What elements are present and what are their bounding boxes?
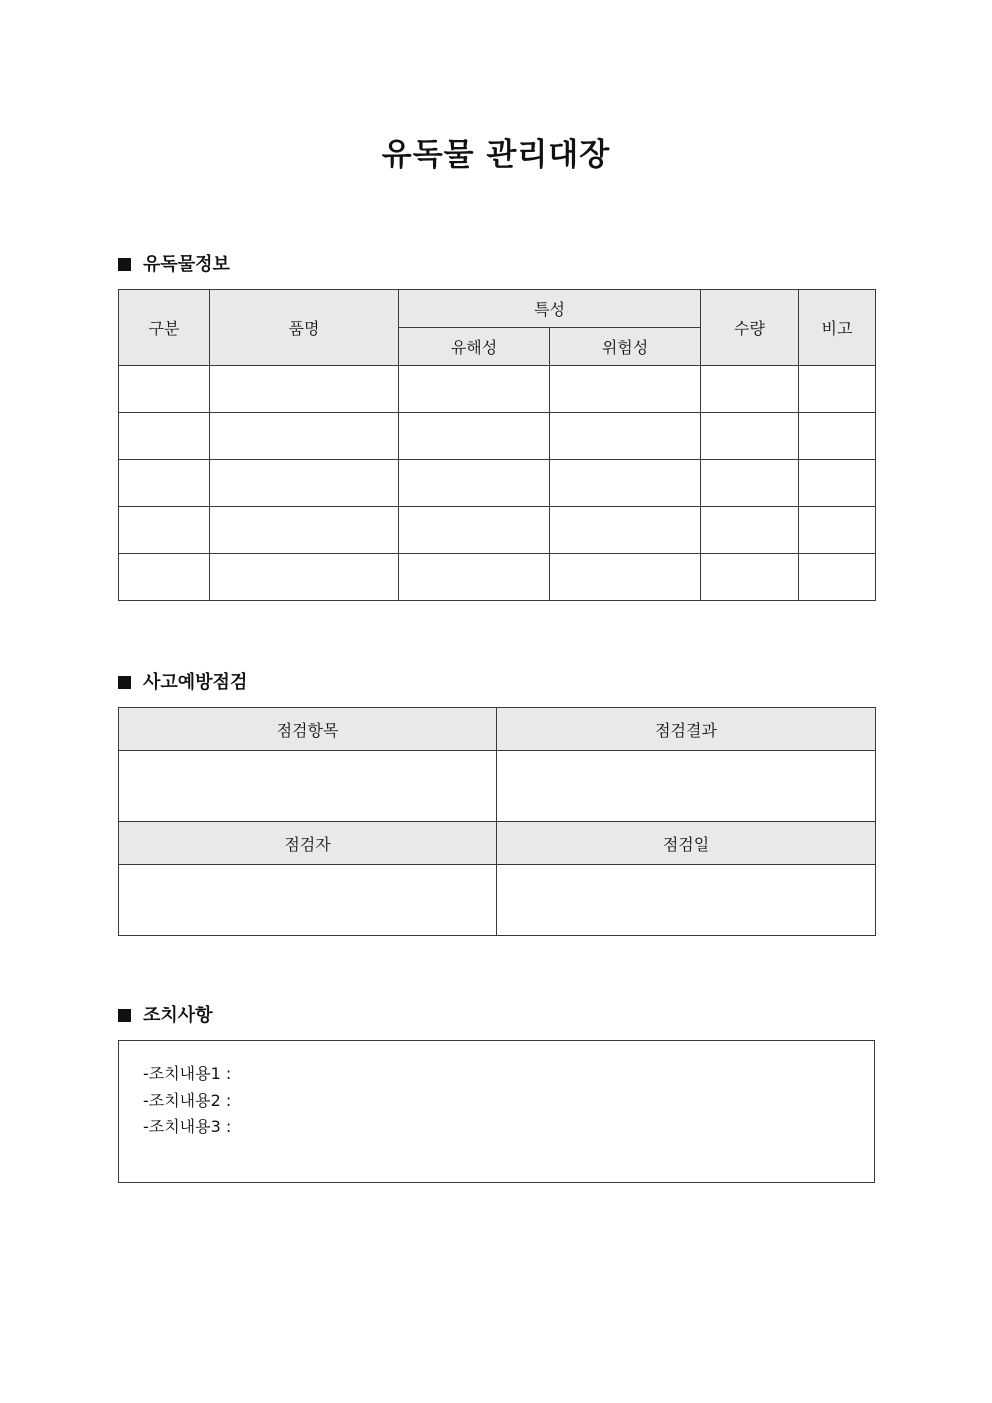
cell-product-name[interactable]: [210, 460, 399, 507]
cell-harmfulness[interactable]: [399, 366, 550, 413]
cell-quantity[interactable]: [701, 554, 799, 601]
square-bullet-icon: [118, 258, 131, 271]
cell-product-name[interactable]: [210, 366, 399, 413]
action-line: -조치내용3 :: [143, 1117, 232, 1136]
actions-heading-label: 조치사항: [143, 1005, 213, 1026]
cell-category[interactable]: [119, 460, 210, 507]
cell-remarks[interactable]: [799, 507, 876, 554]
action-line: -조치내용1 :: [143, 1064, 232, 1083]
inspector-field[interactable]: [119, 865, 497, 936]
header-product-name: 품명: [210, 290, 399, 366]
header-remarks: 비고: [799, 290, 876, 366]
header-inspector: 점검자: [119, 822, 497, 865]
cell-remarks[interactable]: [799, 366, 876, 413]
cell-harmfulness[interactable]: [399, 554, 550, 601]
cell-harmfulness[interactable]: [399, 460, 550, 507]
toxic-info-heading-label: 유독물정보: [143, 254, 230, 275]
table-row: [119, 507, 876, 554]
cell-danger[interactable]: [550, 460, 701, 507]
square-bullet-icon: [118, 1009, 131, 1022]
cell-product-name[interactable]: [210, 554, 399, 601]
cell-danger[interactable]: [550, 366, 701, 413]
header-inspection-date: 점검일: [497, 822, 876, 865]
toxic-info-heading: [118, 252, 230, 278]
inspection-date-field[interactable]: [497, 865, 876, 936]
cell-quantity[interactable]: [701, 413, 799, 460]
cell-category[interactable]: [119, 366, 210, 413]
cell-harmfulness[interactable]: [399, 413, 550, 460]
square-bullet-icon: [118, 676, 131, 689]
toxic-info-table: [118, 289, 876, 601]
accident-prevention-table: [118, 707, 876, 936]
cell-quantity[interactable]: [701, 507, 799, 554]
cell-category[interactable]: [119, 507, 210, 554]
table-row: [119, 366, 876, 413]
cell-remarks[interactable]: [799, 460, 876, 507]
check-results-field[interactable]: [497, 751, 876, 822]
header-danger: 위험성: [550, 328, 701, 366]
cell-remarks[interactable]: [799, 554, 876, 601]
page-title: 유독물 관리대장: [381, 137, 611, 173]
header-characteristics: 특성: [399, 290, 701, 328]
cell-product-name[interactable]: [210, 507, 399, 554]
cell-quantity[interactable]: [701, 366, 799, 413]
cell-danger[interactable]: [550, 554, 701, 601]
cell-quantity[interactable]: [701, 460, 799, 507]
cell-category[interactable]: [119, 554, 210, 601]
check-items-field[interactable]: [119, 751, 497, 822]
cell-remarks[interactable]: [799, 413, 876, 460]
cell-harmfulness[interactable]: [399, 507, 550, 554]
action-line: -조치내용2 :: [143, 1090, 232, 1110]
actions-box[interactable]: [118, 1040, 875, 1183]
cell-danger[interactable]: [550, 413, 701, 460]
table-row: [119, 413, 876, 460]
accident-prevention-heading-label: 사고예방점검: [143, 672, 248, 693]
cell-danger[interactable]: [550, 507, 701, 554]
cell-product-name[interactable]: [210, 413, 399, 460]
cell-category[interactable]: [119, 413, 210, 460]
actions-heading: [118, 1003, 213, 1029]
table-row: [119, 554, 876, 601]
header-category: 구분: [119, 290, 210, 366]
accident-prevention-heading: [118, 670, 247, 696]
header-harmfulness: 유해성: [399, 328, 550, 366]
header-check-items: 점검항목: [119, 708, 497, 751]
table-row: [119, 460, 876, 507]
header-check-results: 점검결과: [497, 708, 876, 751]
header-quantity: 수량: [701, 290, 799, 366]
